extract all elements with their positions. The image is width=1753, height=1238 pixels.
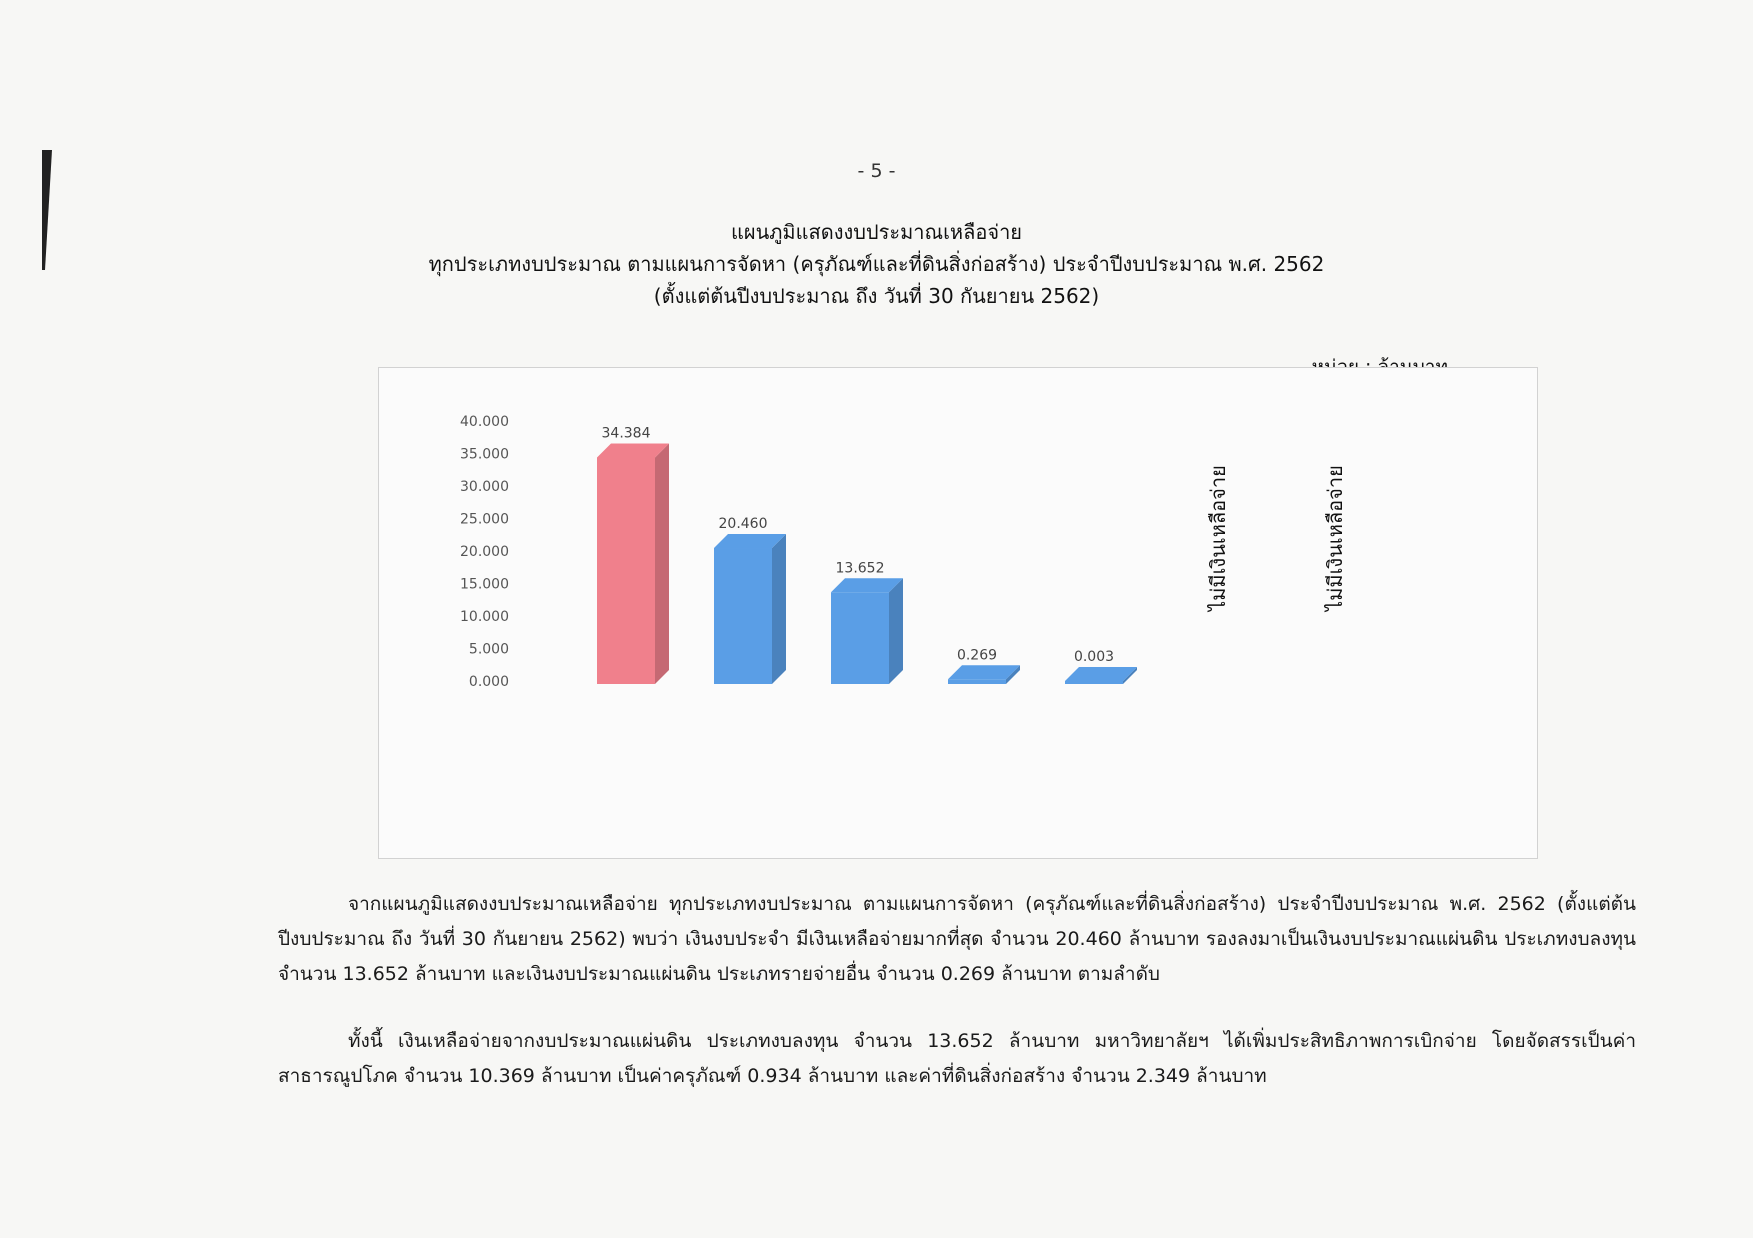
chart-title-block (0, 216, 1753, 312)
y-tick-label: 25.000 (460, 511, 509, 528)
paragraph-1 (278, 887, 1636, 992)
y-tick-label: 5.000 (468, 641, 509, 658)
data-label: 34.384 (601, 425, 651, 442)
data-label: 0.003 (1073, 648, 1115, 665)
bar (714, 548, 772, 684)
title-line-1: แผนภูมิแสดงงบประมาณเหลือจ่าย (730, 220, 1023, 244)
title-line-2: ทุกประเภทงบประมาณ ตามแผนการจัดหา (ครุภัณฑ์และที่ดินสิ่งก่อสร้าง) ประจำปีงบประมาณ พ.ศ. 2562 (428, 252, 1325, 276)
bar-side (889, 578, 903, 684)
page-number: - 5 - (857, 160, 896, 182)
y-tick-label: 15.000 (460, 576, 509, 593)
bar (948, 679, 1006, 684)
bar-side (655, 444, 669, 684)
paragraph-2-text: ทั้งนี้ เงินเหลือจ่ายจากงบประมาณแผ่นดิน ประเภทงบลงทุน จำนวน 13.652 ล้านบาท มหาวิทยาลัยฯ ได้เพิ่มประสิทธิภาพการเบิกจ่าย โดยจัดสรรเป็นค่าสาธารณูปโภค จำนวน 10.369 ล้านบาท เป็นค่าครุภัณฑ์ 0.934 ล้านบาท และค่าที่ดินสิ่งก่อสร้าง จำนวน 2.349 ล้านบาท (278, 1030, 1636, 1087)
y-tick-label: 40.000 (460, 414, 509, 430)
y-tick-label: 35.000 (460, 446, 509, 463)
data-label: 13.652 (835, 560, 885, 577)
y-tick-label: 30.000 (460, 479, 509, 495)
paragraph-2 (278, 1024, 1636, 1094)
data-label: 20.460 (718, 516, 768, 533)
data-label: 0.269 (956, 647, 998, 664)
y-tick-label: 10.000 (460, 609, 509, 625)
title-line-3: (ตั้งแต่ต้นปีงบประมาณ ถึง วันที่ 30 กันยายน 2562) (653, 284, 1100, 308)
bar (1065, 681, 1123, 684)
bar-chart (379, 368, 1537, 858)
chart-frame (378, 367, 1538, 859)
data-label-vertical: ไม่มีเงินเหลือจ่าย (1323, 465, 1347, 611)
y-tick-label: 20.000 (460, 544, 509, 560)
bar (831, 592, 889, 684)
bar-side (772, 534, 786, 684)
data-label-vertical: ไม่มีเงินเหลือจ่าย (1206, 465, 1230, 611)
paragraph-1-text: จากแผนภูมิแสดงงบประมาณเหลือจ่าย ทุกประเภทงบประมาณ ตามแผนการจัดหา (ครุภัณฑ์และที่ดินสิ่งก่อสร้าง) ประจำปีงบประมาณ พ.ศ. 2562 (ตั้งแต่ต้นปีงบประมาณ ถึง วันที่ 30 กันยายน 2562) พบว่า เงินงบประจำ มีเงินเหลือจ่ายมากที่สุด จำนวน 20.460 ล้านบาท รองลงมาเป็นเงินงบประมาณแผ่นดิน ประเภทงบลงทุน จำนวน 13.652 ล้านบาท และเงินงบประมาณแผ่นดิน ประเภทรายจ่ายอื่น จำนวน 0.269 ล้านบาท ตามลำดับ (278, 893, 1636, 985)
bar (597, 458, 655, 684)
y-tick-label: 0.000 (468, 674, 509, 690)
